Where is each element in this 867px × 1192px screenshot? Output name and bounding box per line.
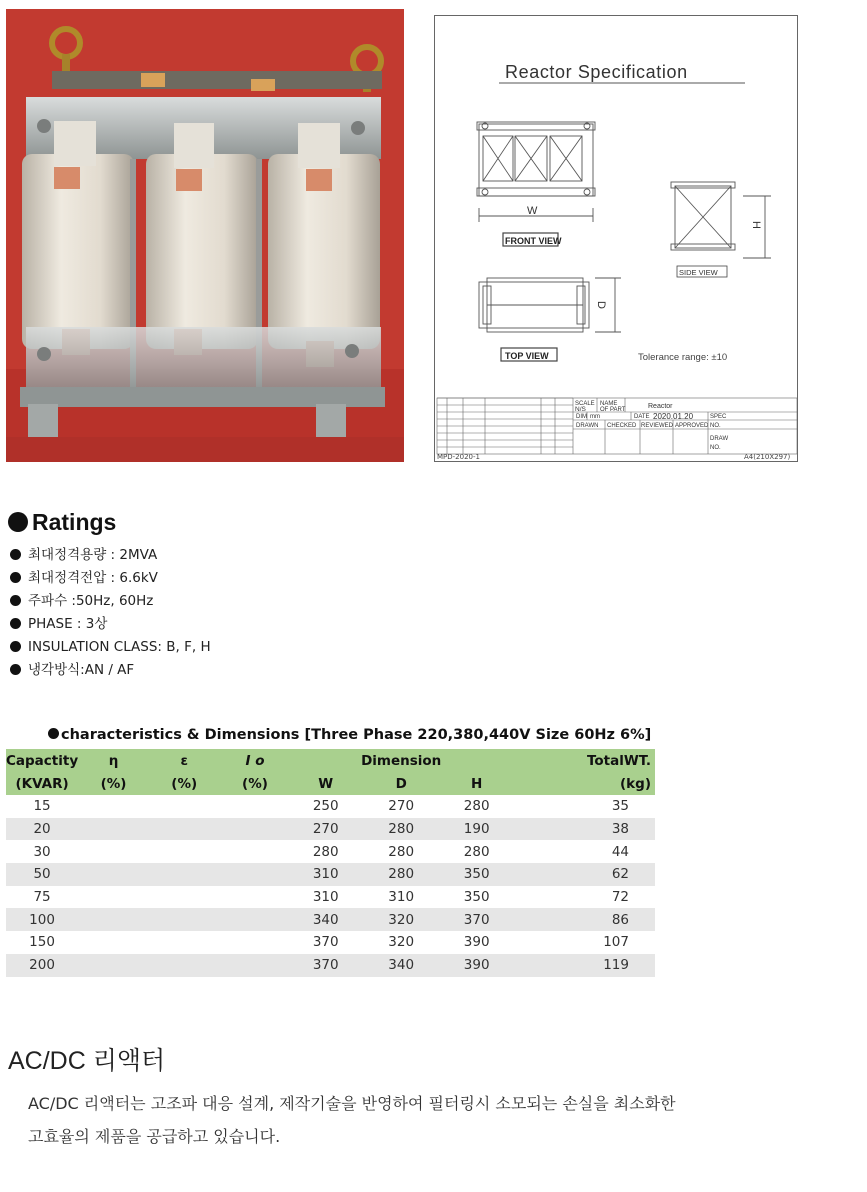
cell-weight: 119: [582, 954, 655, 977]
tolerance-note: Tolerance range: ±10: [638, 352, 728, 363]
table-row: [6, 886, 655, 909]
scale-label: SCALE: [575, 401, 595, 407]
header-capacity: Capactity: [6, 749, 78, 772]
top-view-label: TOP VIEW: [505, 351, 549, 361]
table-row: [6, 931, 655, 954]
paper-size: A4(210X297): [744, 453, 791, 461]
ratings-list: [10, 544, 211, 682]
rating-item: INSULATION CLASS: B, F, H: [10, 636, 211, 659]
header-weight-unit: (kg): [582, 772, 655, 795]
spec-no-label: NO.: [710, 423, 721, 429]
header-w: W: [290, 772, 361, 795]
cell-w: 370: [290, 954, 361, 977]
cell-capacity: 30: [33, 843, 51, 860]
rating-item: PHASE : 3상: [10, 613, 211, 636]
cell-h: 390: [463, 934, 490, 951]
rating-item: 주파수 :50Hz, 60Hz: [10, 590, 211, 613]
cell-h: 190: [441, 818, 512, 841]
cell-d: 320: [361, 908, 441, 931]
header-eta: η: [78, 749, 149, 772]
header-epsilon: ε: [149, 749, 220, 772]
drawn-label: DRAWN: [576, 423, 599, 429]
cell-capacity: 20: [6, 818, 78, 841]
cell-h: 350: [463, 889, 490, 906]
cell-d: 280: [388, 843, 415, 860]
cell-d: 320: [388, 934, 415, 951]
cell-capacity: 50: [6, 863, 78, 886]
rating-item: 최대정격전압 : 6.6kV: [10, 567, 211, 590]
draw-label: DRAW: [710, 436, 729, 442]
table-row: [6, 818, 655, 841]
approved-label: APPROVED: [675, 423, 709, 429]
table-caption: characteristics & Dimensions [Three Phase 220,380,440V Size 60Hz 6%]: [48, 727, 651, 743]
bullet-icon: [10, 549, 21, 560]
table-row: [6, 840, 655, 863]
ns-label: N/S: [575, 406, 586, 413]
cell-h: 390: [441, 954, 512, 977]
dim-unit: mm: [590, 414, 600, 420]
cell-d: 270: [388, 798, 415, 815]
characteristics-table: [6, 749, 655, 977]
rating-item: 최대정격용량 : 2MVA: [10, 544, 211, 567]
reactor-product-photo: [6, 9, 404, 462]
table-row: [6, 954, 655, 977]
side-view-drawing: [671, 182, 771, 258]
table-row: [6, 795, 655, 818]
cell-weight: 44: [611, 843, 629, 860]
cell-w: 370: [312, 934, 339, 951]
cell-d: 280: [361, 863, 441, 886]
date-label: DATE: [634, 414, 650, 420]
header-h: H: [441, 772, 512, 795]
cell-weight: 62: [582, 863, 655, 886]
cell-w: 340: [290, 908, 361, 931]
front-view-dim-w: W: [527, 205, 538, 217]
name-label: NAME: [600, 401, 618, 407]
acdc-line-2: 고효율의 제품을 공급하고 있습니다.: [28, 1127, 281, 1146]
cell-capacity: 15: [33, 798, 51, 815]
cell-weight: 38: [582, 818, 655, 841]
side-view-dim-h: H: [750, 221, 762, 229]
header-d: D: [361, 772, 441, 795]
of-part-label: OF PART: [600, 407, 626, 413]
table-row: [6, 863, 655, 886]
rating-item: 냉각방식:AN / AF: [10, 659, 211, 682]
cell-h: 370: [441, 908, 512, 931]
cell-weight: 35: [611, 798, 629, 815]
drawing-number: MPD-2020-1: [437, 453, 480, 461]
cell-d: 340: [361, 954, 441, 977]
heading-bullet-icon: [8, 512, 28, 532]
cell-w: 310: [312, 889, 339, 906]
header-capacity-unit: (KVAR): [6, 772, 78, 795]
cell-w: 250: [312, 798, 339, 815]
draw-no-label: NO.: [710, 445, 721, 451]
part-name: Reactor: [648, 403, 673, 410]
header-eta-unit: (%): [78, 772, 149, 795]
header-io-unit: (%): [220, 772, 291, 795]
caption-bullet-icon: [48, 728, 59, 739]
header-epsilon-unit: (%): [149, 772, 220, 795]
bullet-icon: [10, 664, 21, 675]
cell-weight: 86: [582, 908, 655, 931]
cell-capacity: 100: [6, 908, 78, 931]
cell-d: 310: [388, 889, 415, 906]
front-view-label: FRONT VIEW: [505, 236, 562, 246]
side-view-label: SIDE VIEW: [679, 268, 718, 277]
top-view-dim-d: D: [595, 301, 607, 309]
cell-capacity: 75: [33, 889, 51, 906]
date-value: 2020.01.20: [653, 412, 694, 421]
dim-label: DIM: [576, 414, 587, 420]
bullet-icon: [10, 572, 21, 583]
cell-d: 280: [361, 818, 441, 841]
header-io: I o: [220, 749, 291, 772]
cell-weight: 72: [611, 889, 629, 906]
bullet-icon: [10, 641, 21, 652]
acdc-line-1: AC/DC 리액터는 고조파 대응 설계, 제작기술을 반영하여 필터링시 소모되는 손실을 최소화한: [28, 1094, 676, 1113]
cell-w: 270: [290, 818, 361, 841]
cell-w: 310: [290, 863, 361, 886]
cell-weight: 107: [603, 934, 629, 951]
bullet-icon: [10, 618, 21, 629]
reactor-specification-drawing: [434, 15, 798, 462]
cell-h: 280: [463, 798, 490, 815]
cell-w: 280: [312, 843, 339, 860]
acdc-description: [28, 1087, 848, 1153]
drawing-title: Reactor Specification: [505, 62, 688, 82]
acdc-heading: AC/DC 리액터: [8, 1047, 166, 1075]
header-total-weight: TotalWT.: [582, 749, 655, 772]
ratings-heading: Ratings: [8, 509, 116, 536]
cell-h: 280: [463, 843, 490, 860]
cell-capacity: 150: [29, 934, 55, 951]
table-row: [6, 908, 655, 931]
reviewed-label: REVIEWED: [641, 423, 674, 429]
checked-label: CHECKED: [607, 423, 637, 429]
bullet-icon: [10, 595, 21, 606]
cell-capacity: 200: [6, 954, 78, 977]
header-dimension: Dimension: [361, 749, 441, 772]
cell-h: 350: [441, 863, 512, 886]
spec-label: SPEC: [710, 414, 727, 420]
